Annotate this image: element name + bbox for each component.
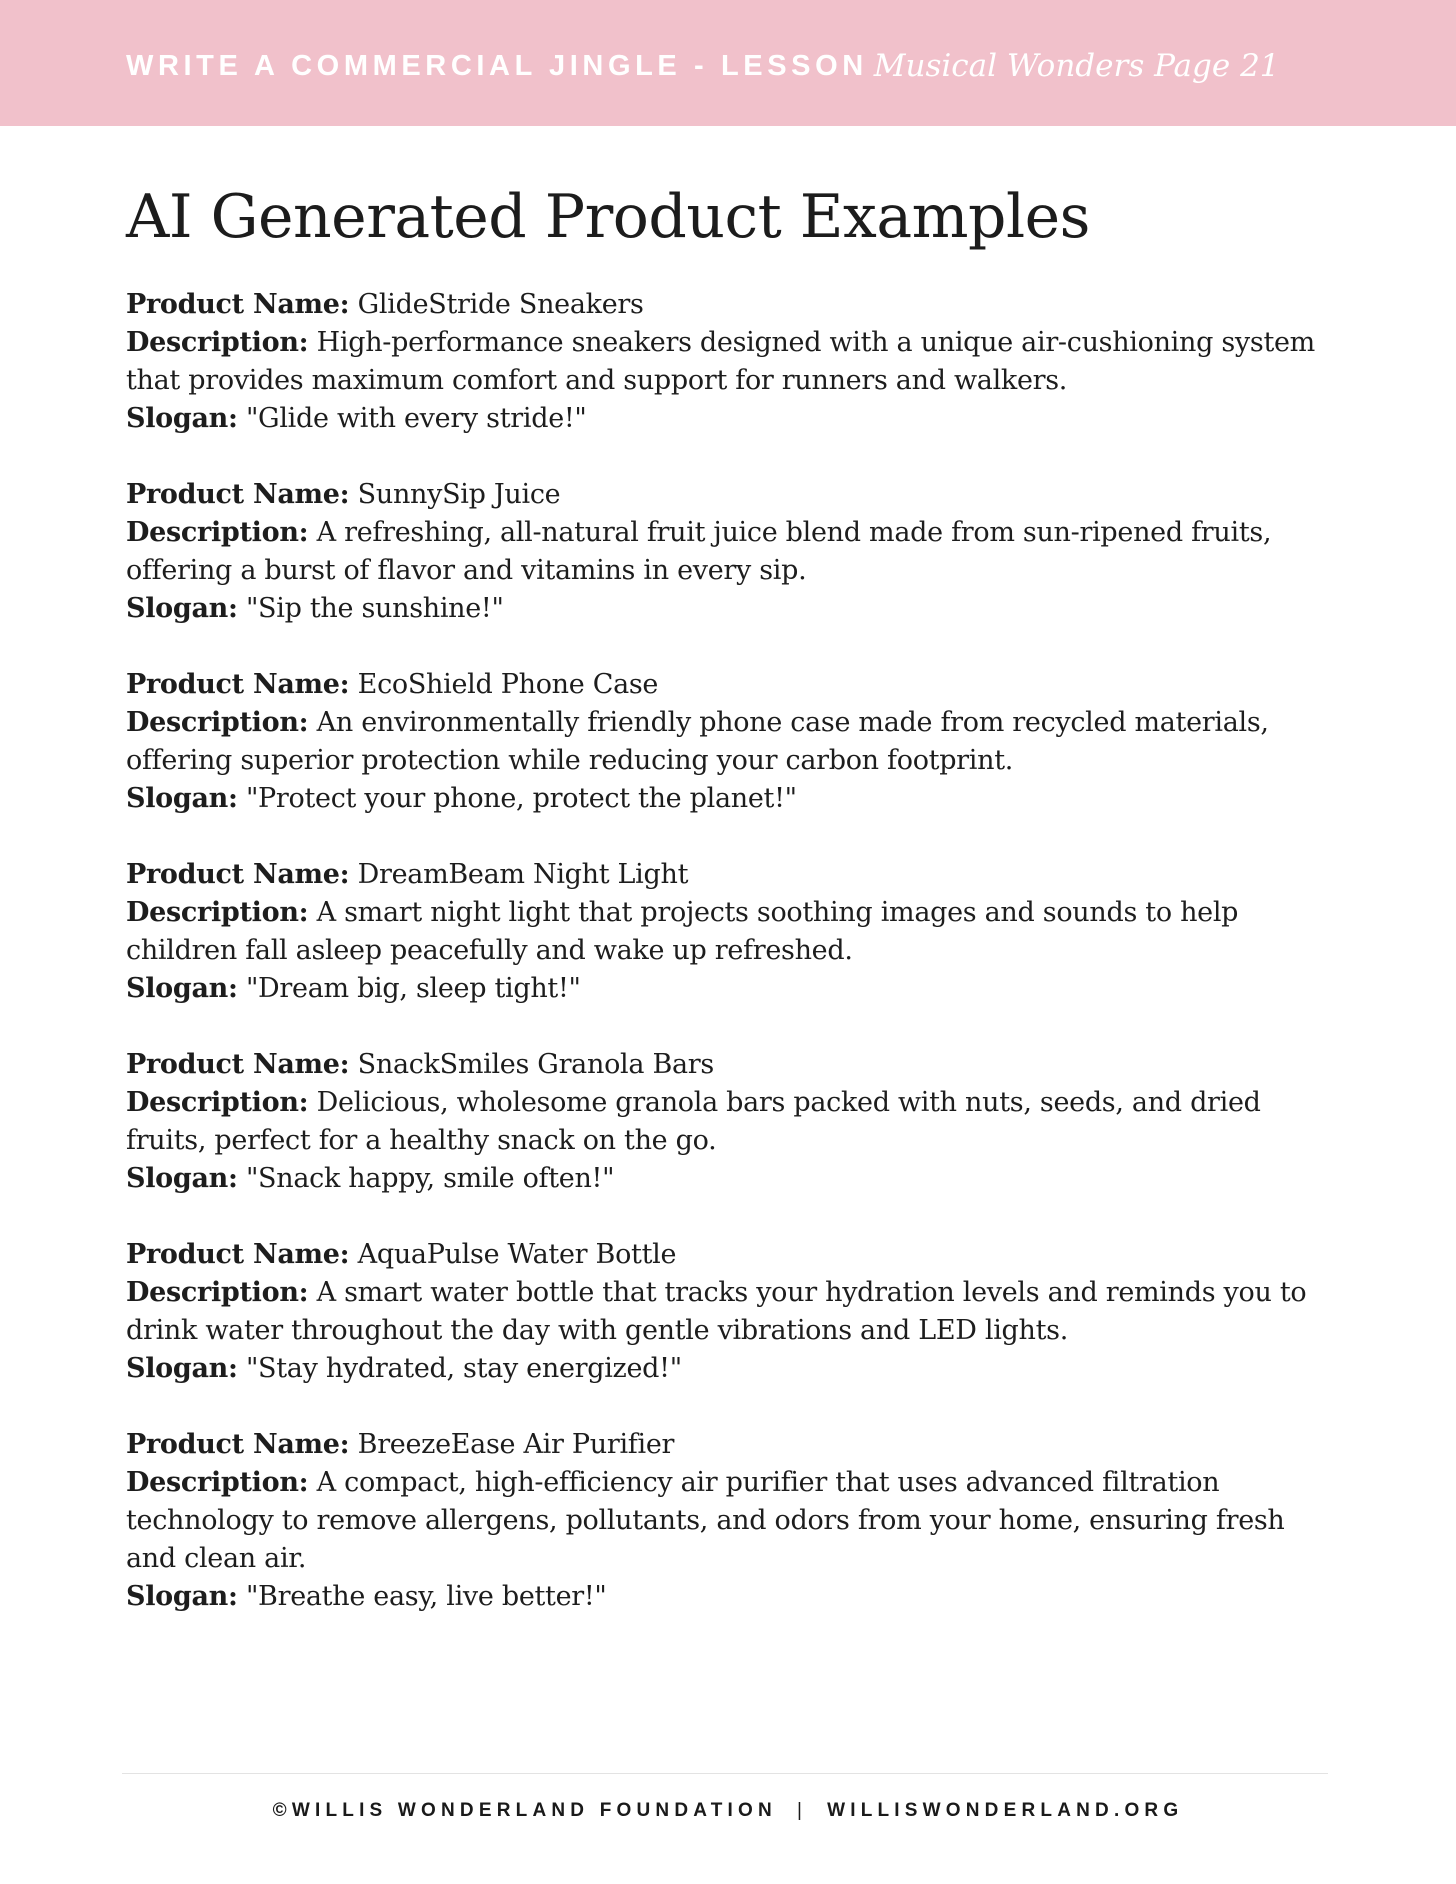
slogan-row: [126, 780, 1341, 818]
product-name-row: [126, 1046, 1341, 1084]
slogan-label: Slogan:: [126, 1353, 238, 1384]
product-name: SunnySip Juice: [357, 479, 561, 510]
book-page-label: Musical Wonders Page 21: [873, 48, 1280, 84]
product-list: [126, 286, 1341, 1654]
product-name-label: Product Name:: [126, 859, 350, 890]
footer-website-link[interactable]: WILLISWONDERLAND.ORG: [827, 1800, 1184, 1821]
product-description: A refreshing, all-natural fruit juice blend made from sun-ripened fruits, offering a burst of flavor and vitamins in every sip.: [126, 517, 1272, 586]
slogan-label: Slogan:: [126, 1581, 238, 1612]
description-row: [126, 1464, 1341, 1578]
product-entry: [126, 476, 1341, 628]
product-name-row: [126, 1426, 1341, 1464]
product-entry: [126, 1046, 1341, 1198]
product-name-label: Product Name:: [126, 289, 350, 320]
product-name: DreamBeam Night Light: [357, 859, 689, 890]
product-name-row: [126, 666, 1341, 704]
product-description: An environmentally friendly phone case made from recycled materials, offering superior protection while reducing your carbon footprint.: [126, 707, 1269, 776]
product-name-row: [126, 476, 1341, 514]
slogan-row: [126, 1578, 1341, 1616]
slogan-row: [126, 1160, 1341, 1198]
description-label: Description:: [126, 517, 309, 548]
product-name-row: [126, 1236, 1341, 1274]
description-row: [126, 324, 1341, 400]
slogan-row: [126, 1350, 1341, 1388]
slogan-label: Slogan:: [126, 973, 238, 1004]
description-label: Description:: [126, 1277, 309, 1308]
product-name-label: Product Name:: [126, 1049, 350, 1080]
product-name: EcoShield Phone Case: [357, 669, 659, 700]
product-entry: [126, 1426, 1341, 1616]
product-name-label: Product Name:: [126, 1239, 350, 1270]
description-row: [126, 514, 1341, 590]
description-label: Description:: [126, 897, 309, 928]
product-entry: [126, 666, 1341, 818]
product-name-label: Product Name:: [126, 1429, 350, 1460]
lesson-label: WRITE A COMMERCIAL JINGLE - LESSON: [126, 49, 868, 82]
footer-organization: ©WILLIS WONDERLAND FOUNDATION: [272, 1800, 777, 1821]
description-row: [126, 704, 1341, 780]
header: [126, 36, 1280, 96]
product-entry: [126, 286, 1341, 438]
description-label: Description:: [126, 327, 309, 358]
description-label: Description:: [126, 707, 309, 738]
product-slogan: "Protect your phone, protect the planet!": [245, 783, 797, 814]
slogan-row: [126, 400, 1341, 438]
description-row: [126, 894, 1341, 970]
product-name-row: [126, 286, 1341, 324]
slogan-label: Slogan:: [126, 1163, 238, 1194]
product-slogan: "Breathe easy, live better!": [245, 1581, 607, 1612]
page-title: AI Generated Product Examples: [126, 182, 1090, 252]
product-entry: [126, 1236, 1341, 1388]
product-slogan: "Snack happy, smile often!": [245, 1163, 615, 1194]
description-row: [126, 1274, 1341, 1350]
product-description: High-performance sneakers designed with a unique air-cushioning system that provides maximum comfort and support for runners and walkers.: [126, 327, 1315, 396]
description-row: [126, 1084, 1341, 1160]
product-slogan: "Sip the sunshine!": [245, 593, 504, 624]
slogan-label: Slogan:: [126, 403, 238, 434]
product-name-label: Product Name:: [126, 669, 350, 700]
product-name-label: Product Name:: [126, 479, 350, 510]
footer-divider: [122, 1773, 1328, 1774]
product-name-row: [126, 856, 1341, 894]
product-description: A smart night light that projects soothing images and sounds to help children fall asleep peacefully and wake up refreshed.: [126, 897, 1239, 966]
description-label: Description:: [126, 1087, 309, 1118]
product-description: A smart water bottle that tracks your hydration levels and reminds you to drink water throughout the day with gentle vibrations and LED lights.: [126, 1277, 1307, 1346]
footer: [0, 1800, 1456, 1822]
product-slogan: "Dream big, sleep tight!": [245, 973, 581, 1004]
product-name: AquaPulse Water Bottle: [357, 1239, 677, 1270]
product-description: Delicious, wholesome granola bars packed with nuts, seeds, and dried fruits, perfect for a healthy snack on the go.: [126, 1087, 1261, 1156]
product-description: A compact, high-efficiency air purifier that uses advanced filtration technology to remove allergens, pollutants, and odors from your home, ensuring fresh and clean air.: [126, 1467, 1285, 1574]
footer-separator: |: [796, 1800, 808, 1821]
product-slogan: "Stay hydrated, stay energized!": [245, 1353, 682, 1384]
product-name: BreezeEase Air Purifier: [357, 1429, 675, 1460]
slogan-label: Slogan:: [126, 783, 238, 814]
product-name: GlideStride Sneakers: [357, 289, 644, 320]
product-entry: [126, 856, 1341, 1008]
slogan-row: [126, 590, 1341, 628]
product-name: SnackSmiles Granola Bars: [357, 1049, 714, 1080]
slogan-row: [126, 970, 1341, 1008]
slogan-label: Slogan:: [126, 593, 238, 624]
description-label: Description:: [126, 1467, 309, 1498]
product-slogan: "Glide with every stride!": [245, 403, 587, 434]
